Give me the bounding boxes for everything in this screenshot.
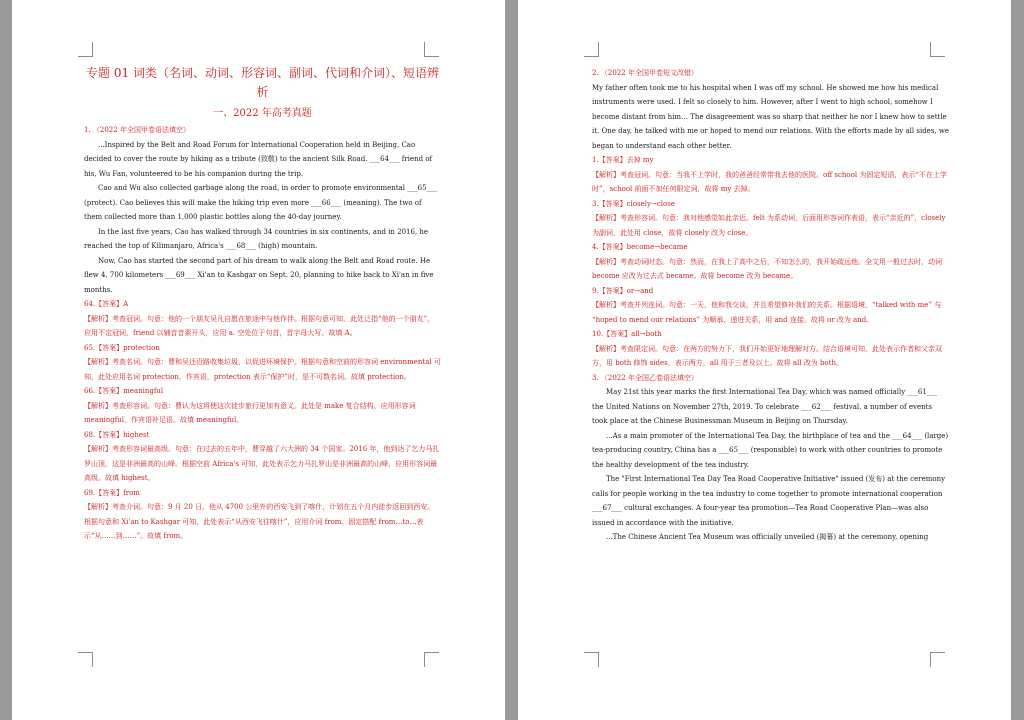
- explanation-line: 【解析】考查形容词。句意：我对他感觉如此亲近。felt 为系动词，后面用形容词作表语，表示“亲近的”，closely 为副词，此处用 close，故将 closely 改为 close。: [592, 214, 946, 237]
- page-content: [592, 66, 949, 680]
- question-heading: 1. （2022 年全国甲卷语法填空）: [84, 126, 190, 134]
- answer-line: 1.【答案】去掉 my: [592, 156, 654, 164]
- passage-paragraph: ...Inspired by the Belt and Road Forum for International Cooperation held in Beijing, Cao decided to cover the route by hiking as a tribute (致敬) to the ancient Silk Road. ___64___ friend of his, Wu Fan, volunteered to be his companion during the trip.: [84, 140, 433, 178]
- document-title: 专题 01 词类（名词、动词、形容词、副词、代词和介词）、短语辨析: [86, 66, 439, 99]
- answer-line: 9.【答案】or→and: [592, 286, 654, 295]
- explanation-line: 【解析】考查冠词。句意：他的一个朋友吴凡自愿在旅途中与他作伴。根据句意可知，此处泛指“他的一个朋友”，应用不定冠词，friend 以辅音音素开头，应用 a. 空处位于句首，首字母大写。故填 A。: [84, 314, 435, 337]
- question-heading: 2. （2022 年全国甲卷短文改错）: [592, 69, 698, 77]
- passage-paragraph: Now, Cao has started the second part of his dream to walk along the Belt and Road route. He flew 4, 700 kilometers ___69___ Xi'an to Kashgar on Sept. 20, planning to hike back to Xi'an in five months.: [84, 256, 434, 294]
- passage-paragraph: ...As a main promoter of the International Tea Day, the birthplace of tea and the ___64___ (large) tea-producing country, China has a ___65___ (responsible) to work with other countries to promote the healthy development of the tea industry.: [592, 431, 949, 469]
- explanation-line: 【解析】考查并列连词。句意：一天，他和我交谈，并且希望修补我们的关系。根据语境，“talked with me” 与 “hoped to mend our relations” 为顺承、递进关系，用 and 连接。故将 or 改为 and。: [592, 301, 942, 324]
- answer-line: 10.【答案】all→both: [592, 330, 662, 338]
- passage-paragraph: My father often took me to his hospital when I was off my school. He showed me how his medical instruments were used. I felt so closely to him. However, after I went to high school, somehow I become distant from him… The disagreement was so sharp that neither he nor I knew how to settle it. One day, he talked with me or hoped to mend our relations. With the efforts made by all sides, we began to understand each other better.: [592, 83, 949, 150]
- passage-paragraph: Cao and Wu also collected garbage along the road, in order to promote environmental ___65___ (protect). Cao believes this will make the hiking trip even more ___66___ (meaning). The two of them collected more than 1,000 plastic bottles along the 40-day journey.: [84, 184, 438, 221]
- answer-line: 66.【答案】meaningful: [84, 387, 164, 395]
- document-page-left: [12, 0, 505, 720]
- answer-line: 68.【答案】highest: [84, 430, 150, 439]
- explanation-line: 【解析】考查形容词最高级。句意：在过去的五年中，曹穿越了六大洲的 34 个国家。2016 年，他到达了乞力马扎罗山顶，这是非洲最高的山峰。根据空前 Africa's 可知，此处表示乞力马扎罗山是非洲最高的山峰，应用形容词最高级。故填 highest。: [84, 445, 440, 482]
- corner-mark: [584, 42, 599, 57]
- explanation-line: 【解析】考查冠词。句意：当我不上学时，我的爸爸经常带我去他的医院。off school 为固定短语，表示“不在上学时”，school 前面不加任何限定词，故将 my 去掉。: [592, 170, 947, 193]
- answer-line: 64.【答案】A: [84, 300, 129, 308]
- passage-paragraph: May 21st this year marks the first International Tea Day, which was named officially ___61___ the United Nations on November 27th, 2019. To celebrate ___62___ festival, a number of events took place at the Chinese Businessman Museum in Beijing on Thursday.: [592, 388, 938, 425]
- explanation-line: 【解析】考查形容词。句意：曹认为这将使这次徒步旅行更加有意义。此处是 make 复合结构，应用形容词 meaningful，作宾语补足语。故填 meaningful。: [84, 401, 416, 424]
- passage-paragraph: In the last five years, Cao has walked through 34 countries in six continents, and in 2016, he reached the top of Kilimanjaro, Africa's ___68___ (high) mountain.: [84, 227, 429, 250]
- corner-mark: [930, 42, 945, 57]
- explanation-line: 【解析】考查名词。句意：曹和吴还沿路收集垃圾，以促进环境保护。根据句意和空前的形容词 environmental 可知，此处应用名词 protection，作宾语，protection 表示“保护”时，是不可数名词。故填 protection。: [84, 358, 441, 381]
- page-content: [84, 64, 441, 680]
- answer-line: 69.【答案】from: [84, 488, 140, 497]
- document-page-right: [518, 0, 1011, 720]
- passage-paragraph: ...The Chinese Ancient Tea Museum was officially unveiled (揭幕) at the ceremony, opening: [606, 533, 929, 541]
- explanation-line: 【解析】考查限定词。句意：在两方的努力下，我们开始更好地理解对方。结合语境可知，此处表示作者和父亲双方，用 both 修饰 sides，表示两方，all 用于三者及以上。故将 all 改为 both。: [592, 344, 942, 367]
- explanation-line: 【解析】考查动词时态。句意：然而，在我上了高中之后，不知怎么的，我开始疏远他。全文用一般过去时，动词 become 应改为过去式 became。故将 become 改为 became。: [592, 257, 942, 280]
- explanation-line: 【解析】考查介词。句意：9 月 20 日，他从 4700 公里外的西安飞到了喀什，计划在五个月内徒步返回到西安。根据句意和 Xi'an to Kashgar 可知，此处表示“从西安飞往喀什”，应用介词 from。固定搭配 from…to…表示“从……到……”。故填 from。: [84, 503, 435, 540]
- passage-paragraph: The "First International Tea Day Tea Road Cooperative Initiative" issued (发布) at the ceremony calls for people working in the tea industry to come together to promote international cooperation ___67___ cultural exchanges. A four-year tea promotion—Tea Road Cooperative Plan—was also issued in accordance with the initiative.: [592, 475, 946, 527]
- corner-mark: [424, 42, 439, 57]
- section-heading: 一、2022 年高考真题: [213, 108, 312, 119]
- answer-line: 3.【答案】closely→close: [592, 199, 675, 208]
- answer-line: 4.【答案】become→became: [592, 243, 688, 251]
- answer-line: 65.【答案】protection: [84, 343, 160, 352]
- corner-mark: [78, 42, 93, 57]
- question-heading: 3. （2022 年全国乙卷语法填空）: [592, 373, 698, 382]
